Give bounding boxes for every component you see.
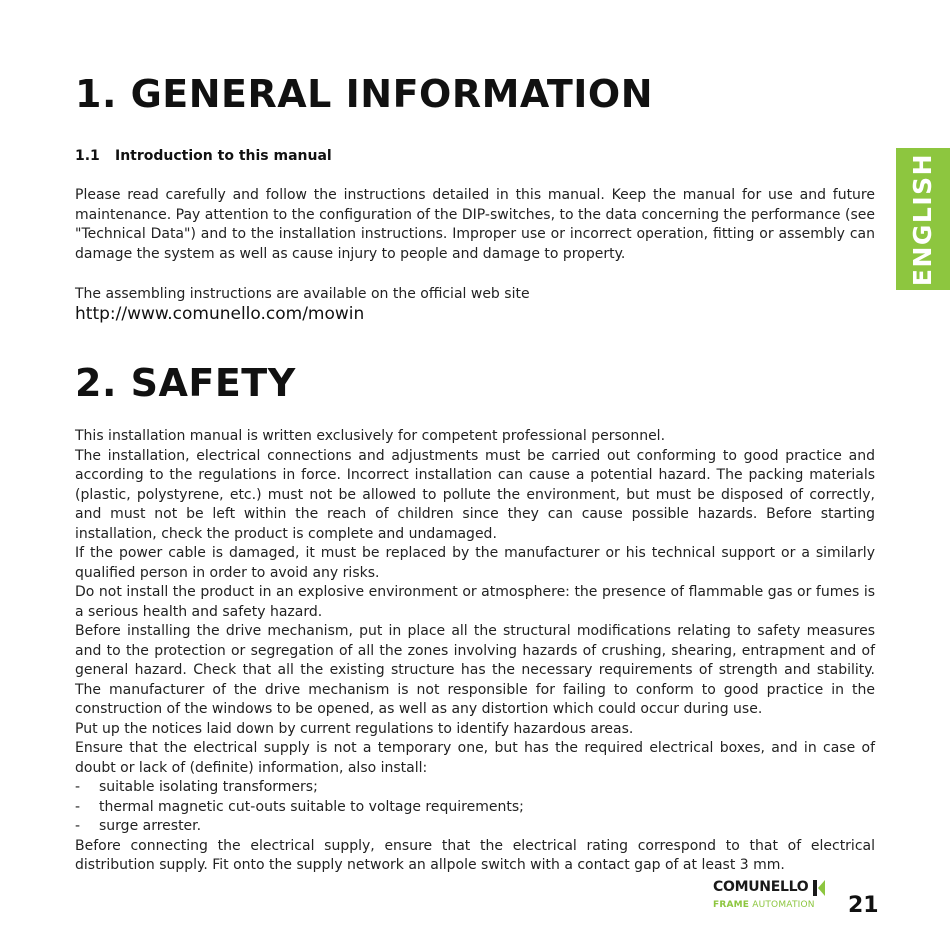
safety-paragraph: Before installing the drive mechanism, put in place all the structural modifications relating to safety measures and to the protection or segregation of all the zones involving hazards of crushing, shearing, entrapment and of general hazard. Check that all the existing structure has the necessary requirements of strength and stability. The manufacturer of the drive mechanism is not responsible for failing to conform to good practice in the construction of the windows to be opened, as well as any distortion which could occur during use. [75,623,875,717]
logo-wordmark: COMUNELLO [713,879,809,895]
safety-paragraph: Ensure that the electrical supply is not a temporary one, but has the required electrical boxes, and in case of doubt or lack of (definite) information, also install: [75,740,875,776]
subsection-number: 1.1 [75,148,100,164]
language-tab-label: ENGLISH [908,152,938,286]
logo-tagline [713,900,828,910]
safety-paragraph: Put up the notices laid down by current regulations to identify hazardous areas. [75,720,634,737]
list-item [75,798,875,818]
list-item-text: thermal magnetic cut-outs suitable to voltage requirements; [99,798,524,815]
safety-paragraph: If the power cable is damaged, it must be replaced by the manufacturer or his technical support or a similarly qualified person in order to avoid any risks. [75,545,875,581]
section-heading-general-information: 1. GENERAL INFORMATION [75,72,654,116]
list-item-text: suitable isolating transformers; [99,779,318,795]
logo-tagline-rest: AUTOMATION [752,900,815,910]
list-item [75,817,875,837]
list-item-text: surge arrester. [99,818,202,834]
safety-paragraph: This installation manual is written exclusively for competent professional personnel. [75,428,666,444]
bullet-marker: - [75,779,81,795]
assembly-note [75,285,875,305]
safety-closing-paragraph: Before connecting the electrical supply, ensure that the electrical rating correspond to that of electrical distribution supply. Fit onto the supply network an allpole switch with a contact gap of at least 3 mm. [75,837,875,873]
logo-tagline-bold: FRAME [713,900,750,910]
website-link[interactable]: http://www.comunello.com/mowin [75,304,365,324]
intro-paragraph [75,186,875,264]
subsection-title: Introduction to this manual [115,148,332,164]
page-number: 21 [848,893,879,918]
language-tab [896,148,950,290]
company-logo [713,880,828,920]
bullet-marker: - [75,818,81,834]
bullet-marker: - [75,798,81,815]
intro-text: Please read carefully and follow the instructions detailed in this manual. Keep the manual for use and future maintenance. Pay attention to the configuration of the DIP-switches, to the data concerning the performance (see "Technical Data") and to the installation instructions. Improper use or incorrect operation, fitting or assembly can damage the system as well as cause injury to people and damage to property. [75,187,875,262]
subsection-heading [75,148,332,164]
safety-paragraph: Do not install the product in an explosive environment or atmosphere: the presence of flammable gas or fumes is a serious health and safety hazard. [75,584,875,620]
list-item [75,778,875,798]
assembly-note-text: The assembling instructions are available on the official web site [75,286,530,302]
safety-paragraph: The installation, electrical connections and adjustments must be carried out conforming to good practice and according to the regulations in force. Incorrect installation can cause a potential hazard. The packing materials (plastic, polystyrene, etc.) must not be allowed to pollute the environment, but must be disposed of correctly, and must not be left within the reach of children since they can cause possible hazards. Before starting installation, check the product is complete and undamaged. [75,447,875,542]
comunello-mark-icon [813,880,825,896]
section-heading-safety: 2. SAFETY [75,361,296,405]
safety-body [75,427,875,876]
